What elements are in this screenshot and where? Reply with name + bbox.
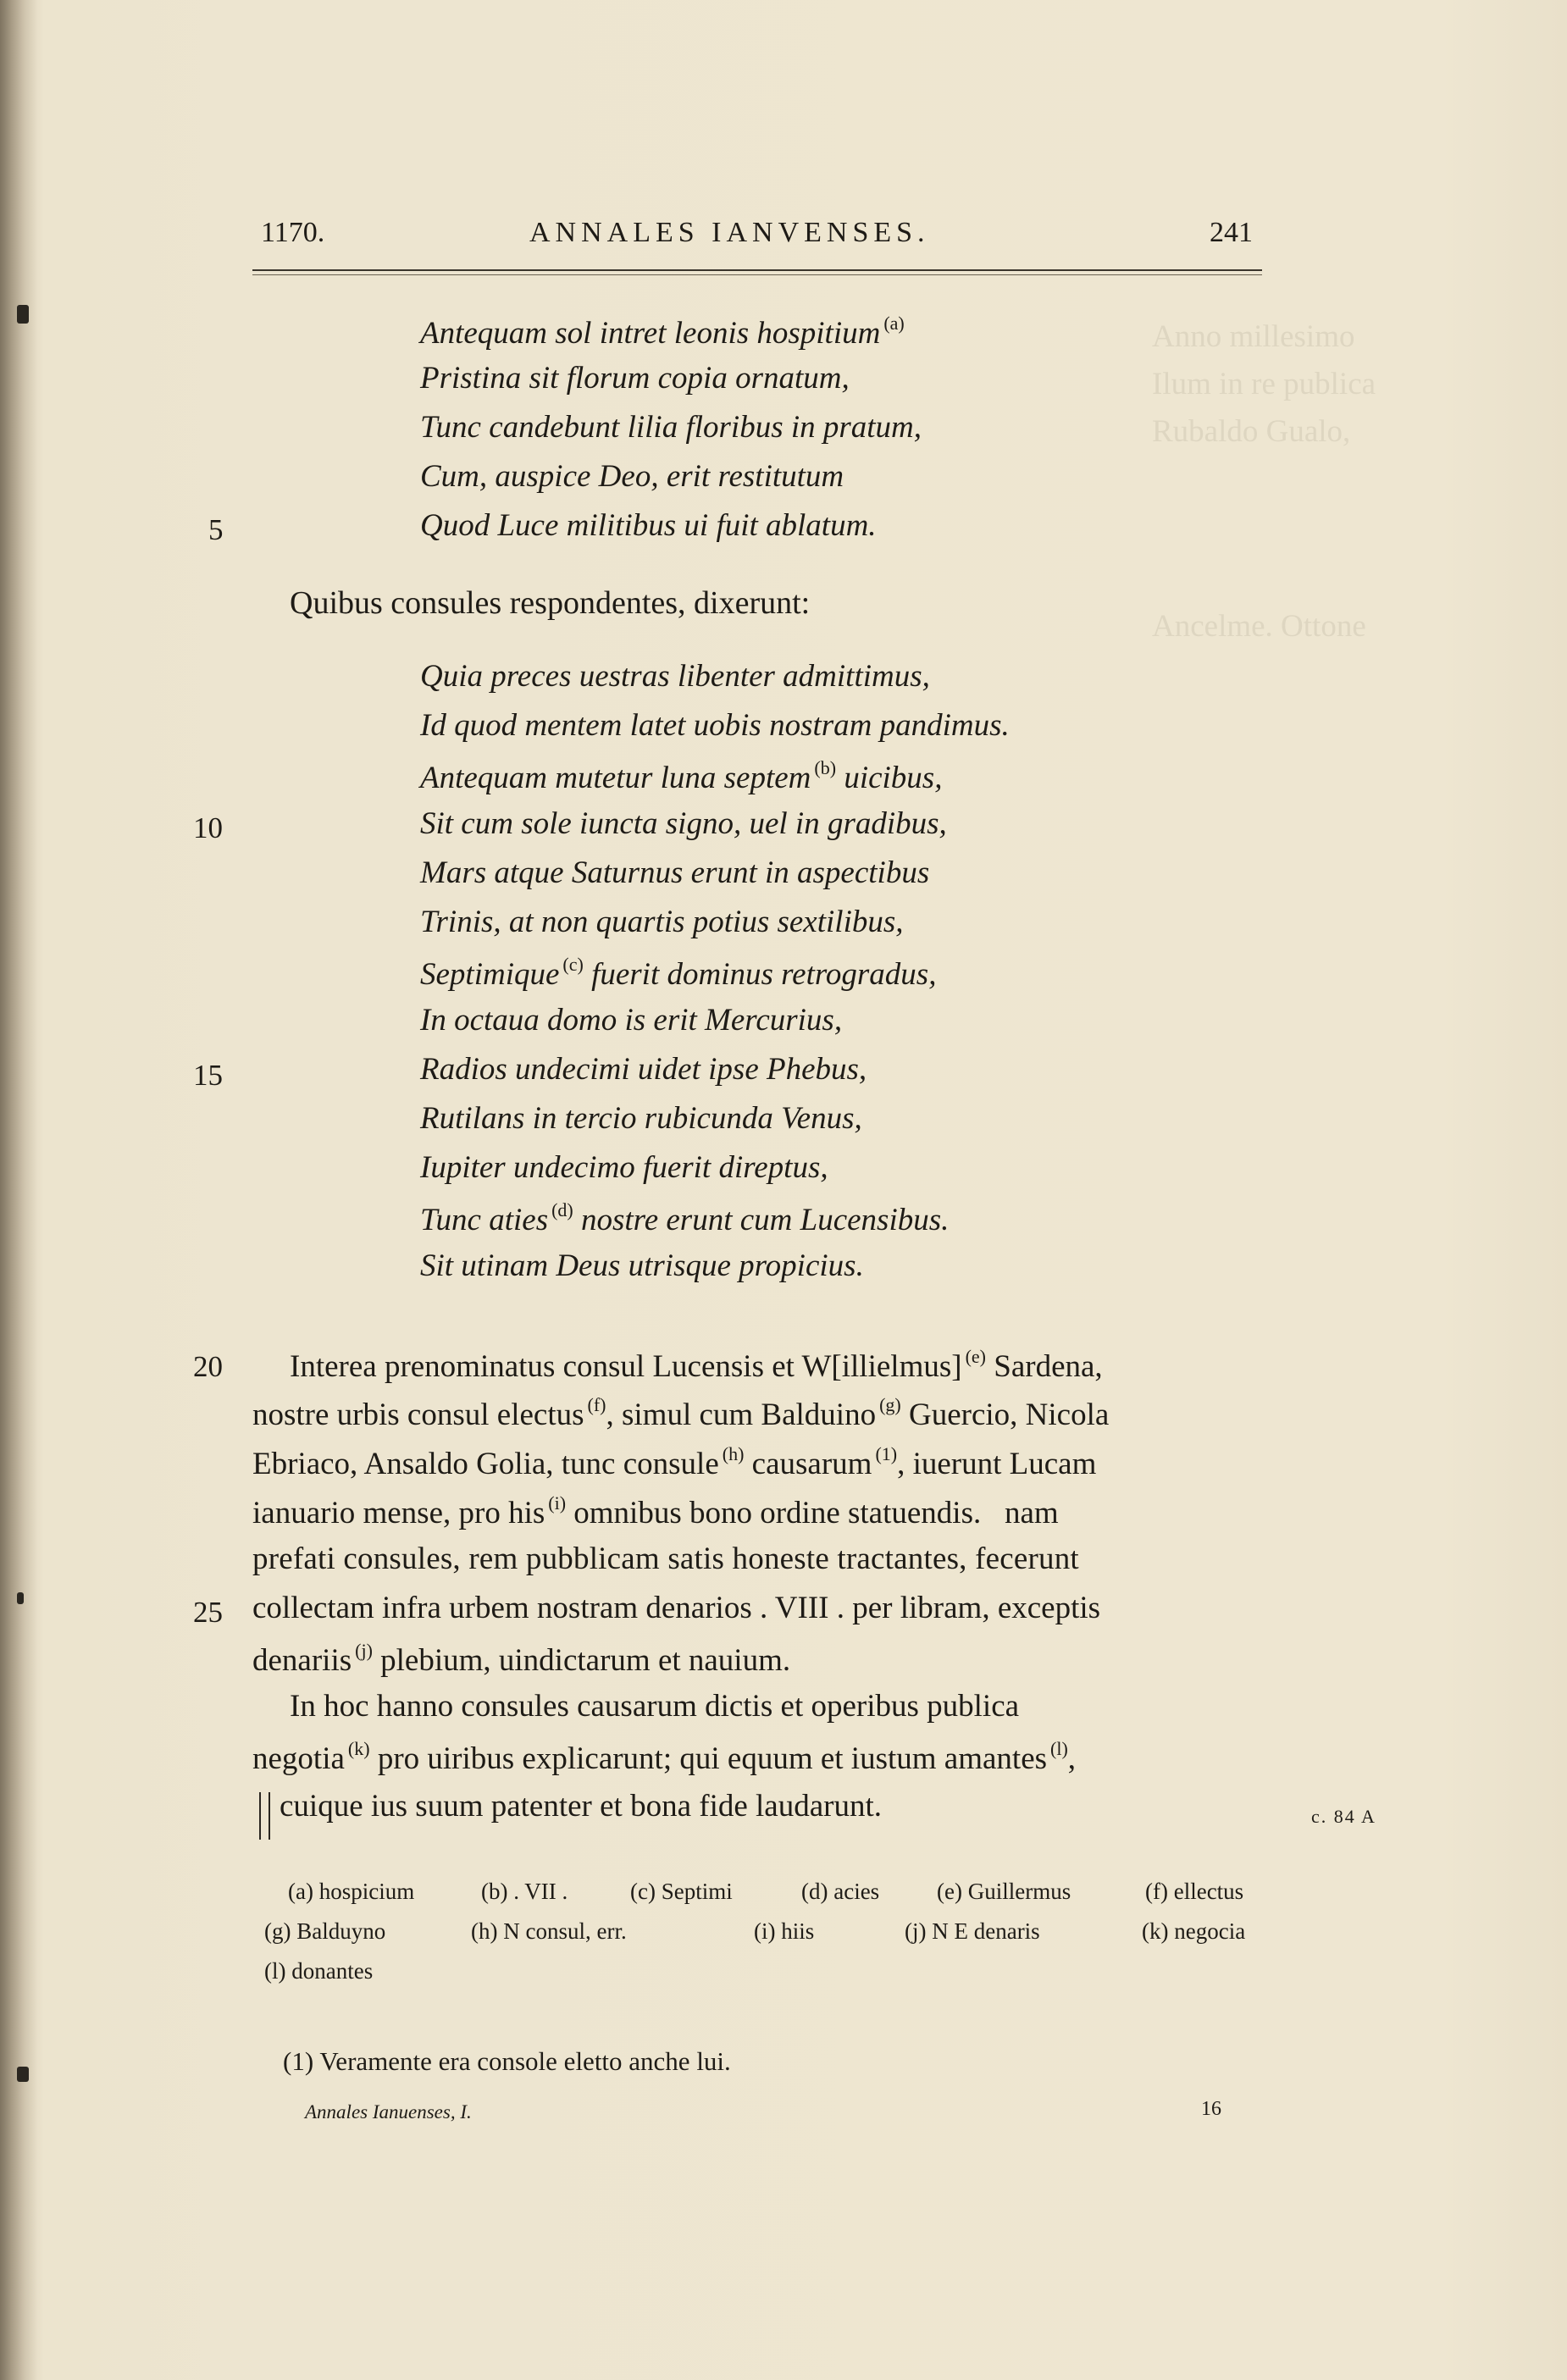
- line-number: 10: [193, 811, 223, 844]
- header-rule-thin: [252, 274, 1262, 275]
- verse-line: Antequam sol intret leonis hospitium $^{(a)}$: [420, 313, 905, 351]
- prose-line: nostre urbis consul electus $^{(f)}$, simul cum Balduino $^{(g)}$ Guercio, Nicola: [252, 1394, 1110, 1432]
- line-number: 15: [193, 1059, 223, 1092]
- prose-line: cuique ius suum patenter et bona fide laudarunt.: [280, 1789, 883, 1824]
- verse-line: Quod Luce militibus ui fuit ablatum.: [420, 508, 877, 543]
- variant-note: (i) hiis: [754, 1918, 815, 1944]
- verse-line: Trinis, at non quartis potius sextilibus,: [420, 905, 904, 939]
- verse-line: Iupiter undecimo fuerit direptus,: [420, 1150, 828, 1185]
- verse-line: Tunc aties $^{(d)}$ nostre erunt cum Lucensibus.: [420, 1199, 950, 1237]
- page: Anno millesimo Ilum in re publica Rubaldo Gualo, Ancelme. Ottone 1170. ANNALES IANVENSES. 241 Antequam sol intret leonis hospitium $^{(a)}$ Pristina sit florum copia ornatum, Tunc candebunt lilia floribus in pratum, Cum, auspice Deo, erit restitutum Quod Luce militibus ui fuit ablatum. Quibus consules respondentes, dixerunt: Quia preces uestras libenter admittimus, Id quod mentem latet uobis nostram pandimus. Antequam mutetur luna septem $^{(b)}$ uicibus, Sit cum sole iuncta signo, uel in gradibus, Mars atque Saturnus erunt in aspectibus Trinis, at non quartis potius sextilibus, Septimique $^{(c)}$ fuerit dominus retrogradus, In octaua domo is erit Mercurius, Radios undecimi uidet ipse Phebus, Rutilans in tercio rubicunda Venus, Iupiter undecimo fuerit direptus, Tunc aties $^{(d)}$ nostre erunt cum Lucensibus. Sit utinam Deus utrisque propicius. Interea prenominatus consul Lucensis et W[illielmus] $^{(e)}$ Sardena, nostre urbis consul electus $^{(f)}$, simul cum Balduino $^{(g)}$ Guercio, Nicola Ebriaco, Ansaldo Golia, tunc consule $^{(h)}$ causarum $^{(1)}$, iuerunt Lucam ianuario mense, pro his $^{(i)}$ omnibus bono ordine statuendis. nam prefati consules, rem pubblicam satis honeste tractantes, fecerunt collectam infra urbem nostram denarios . VIII . per libram, exceptis denariis $^{(j)}$ plebium, uindictarum et nauium. In hoc hanno consules causarum dictis et operibus publica negotia $^{(k)}$ pro uiribus explicarunt; qui equum et iustum amantes $^{(l)}$, cuique ius suum patenter et bona fide laudarunt. 5 10 15 20 25 c. 84 A (a) hospicium (b) . VII . (c) Septimi (d) acies (e) Guillermus (f) ellectus (g) Balduyno (h) N consul, err. (i) hiis (j) N E denaris (k) negocia (l) donantes (1) Veramente era console eletto anche lui. Annales Ianuenses, I. 16: [0, 0, 1567, 2380]
- prose-line: In hoc hanno consules causarum dictis et operibus publica: [290, 1689, 1020, 1724]
- margin-note: c. 84 A: [1311, 1806, 1376, 1827]
- footnote: (1) Veramente era console eletto anche lui.: [283, 2046, 731, 2076]
- binding-mark: [17, 2067, 29, 2082]
- header-rule: [252, 269, 1262, 271]
- verse-line: Sit utinam Deus utrisque propicius.: [420, 1248, 864, 1283]
- verse-line: Radios undecimi uidet ipse Phebus,: [420, 1052, 867, 1087]
- prose-line: ianuario mense, pro his $^{(i)}$ omnibus bono ordine statuendis. nam: [252, 1492, 1059, 1530]
- verse-line: Septimique $^{(c)}$ fuerit dominus retrogradus,: [420, 954, 937, 992]
- verse-line: Pristina sit florum copia ornatum,: [420, 361, 850, 396]
- line-number: 5: [208, 513, 224, 546]
- column-change-marker: [259, 1792, 270, 1840]
- verse-line: Antequam mutetur luna septem $^{(b)}$ uicibus,: [420, 757, 943, 795]
- prose-line: denariis $^{(j)}$ plebium, uindictarum et nauium.: [252, 1640, 791, 1678]
- prose-line: Quibus consules respondentes, dixerunt:: [290, 585, 811, 621]
- footer-signature: Annales Ianuenses, I.: [305, 2101, 472, 2123]
- variant-note: (j) N E denaris: [905, 1918, 1040, 1944]
- verse-line: Cum, auspice Deo, erit restitutum: [420, 459, 844, 494]
- variant-note: (f) ellectus: [1145, 1879, 1244, 1904]
- verse-line: Rutilans in tercio rubicunda Venus,: [420, 1101, 862, 1136]
- variant-note: (g) Balduyno: [264, 1918, 386, 1944]
- prose-line: collectam infra urbem nostram denarios . VIII . per libram, exceptis: [252, 1591, 1101, 1625]
- variant-note: (l) donantes: [264, 1958, 374, 1984]
- header-year: 1170.: [261, 217, 325, 248]
- variant-note: (e) Guillermus: [937, 1879, 1071, 1904]
- verse-line: Sit cum sole iuncta signo, uel in gradibus,: [420, 806, 947, 841]
- prose-line: prefati consules, rem pubblicam satis honeste tractantes, fecerunt: [252, 1541, 1079, 1576]
- prose-line: Ebriaco, Ansaldo Golia, tunc consule $^{(h)}$ causarum $^{(1)}$, iuerunt Lucam: [252, 1443, 1097, 1481]
- variant-note: (a) hospicium: [288, 1879, 415, 1904]
- line-number: 20: [193, 1350, 223, 1383]
- running-title: ANNALES IANVENSES.: [529, 217, 930, 248]
- variant-note: (c) Septimi: [630, 1879, 733, 1904]
- variant-note: (b) . VII .: [481, 1879, 568, 1904]
- binding-mark: [17, 1592, 24, 1604]
- line-number: 25: [193, 1596, 223, 1629]
- variant-note: (k) negocia: [1142, 1918, 1246, 1944]
- prose-line: negotia $^{(k)}$ pro uiribus explicarunt; qui equum et iustum amantes $^{(l)}$,: [252, 1738, 1077, 1776]
- verse-line: Tunc candebunt lilia floribus in pratum,: [420, 410, 922, 445]
- book-spine-shadow: [0, 0, 37, 2380]
- variant-note: (h) N consul, err.: [471, 1918, 627, 1944]
- verse-line: Quia preces uestras libenter admittimus,: [420, 659, 930, 694]
- verse-line: Mars atque Saturnus erunt in aspectibus: [420, 855, 930, 890]
- verse-line: Id quod mentem latet uobis nostram pandimus.: [420, 708, 1010, 743]
- variant-note: (d) acies: [801, 1879, 880, 1904]
- binding-mark: [17, 305, 29, 324]
- verse-line: In octaua domo is erit Mercurius,: [420, 1003, 843, 1038]
- prose-line: Interea prenominatus consul Lucensis et W[illielmus] $^{(e)}$ Sardena,: [290, 1346, 1103, 1384]
- footer-sheet-number: 16: [1201, 2098, 1221, 2120]
- page-number: 241: [1210, 217, 1253, 248]
